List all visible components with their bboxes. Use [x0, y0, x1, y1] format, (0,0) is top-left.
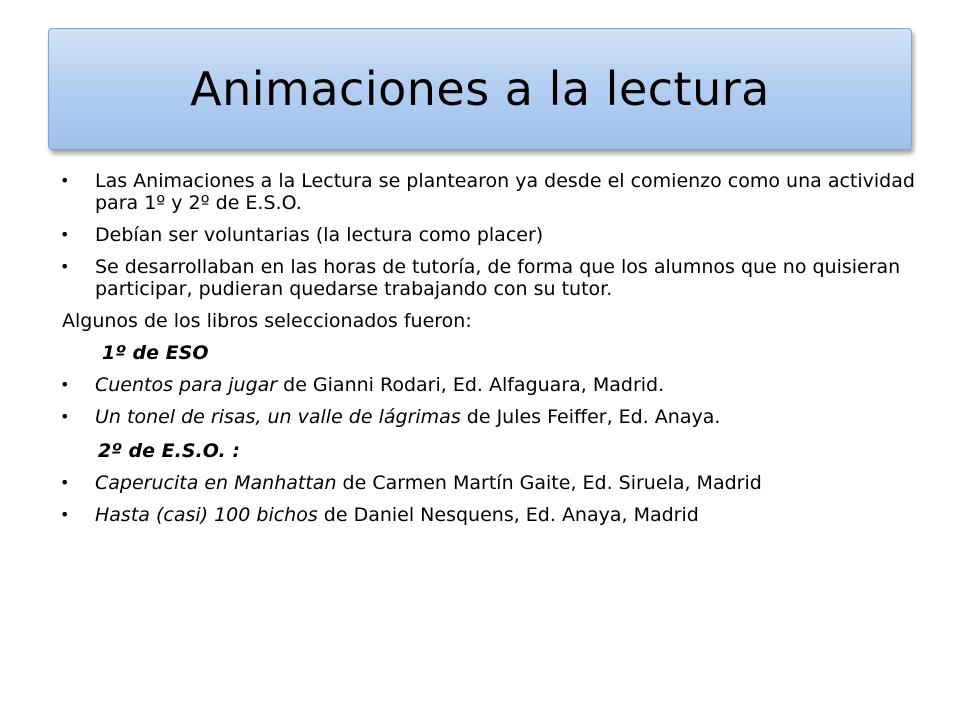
bullet-intro-1	[62, 170, 922, 214]
bullet-dot: •	[60, 171, 70, 190]
book-title: Cuentos para jugar	[95, 374, 278, 396]
bullet-intro-2	[62, 224, 922, 246]
slide-title: Animaciones a la lectura	[190, 62, 770, 116]
group1-heading: 1º de ESO	[102, 342, 209, 364]
bullet-text: Se desarrollaban en las horas de tutoría, de forma que los alumnos que no quisieran participar, pudieran quedarse trabajando con su tutor.	[95, 256, 901, 300]
bullet-intro-3	[62, 256, 922, 300]
book-title: Hasta (casi) 100 bichos	[95, 504, 318, 526]
book-item-1	[62, 374, 922, 396]
book-title: Un tonel de risas, un valle de lágrimas	[95, 406, 461, 428]
book-details: de Jules Feiffer, Ed. Anaya.	[460, 406, 721, 428]
books-intro: Algunos de los libros seleccionados fueron:	[62, 310, 472, 332]
title-box	[48, 28, 912, 150]
bullet-text: Las Animaciones a la Lectura se plantearon ya desde el comienzo como una actividad para 1º y 2º de E.S.O.	[95, 170, 915, 214]
book-details: de Carmen Martín Gaite, Ed. Siruela, Madrid	[336, 472, 762, 494]
bullet-dot: •	[60, 257, 70, 276]
book-item-3	[62, 472, 922, 494]
book-details: de Gianni Rodari, Ed. Alfaguara, Madrid.	[277, 374, 665, 396]
slide-body	[62, 170, 922, 526]
bullet-text: Debían ser voluntarias (la lectura como placer)	[95, 224, 544, 246]
bullet-dot: •	[60, 225, 70, 244]
bullet-dot: •	[60, 473, 70, 492]
bullet-dot: •	[60, 505, 70, 524]
book-item-2	[62, 406, 922, 428]
group2-heading: 2º de E.S.O. :	[98, 440, 240, 462]
book-title: Caperucita en Manhattan	[95, 472, 337, 494]
bullet-dot: •	[60, 375, 70, 394]
book-details: de Daniel Nesquens, Ed. Anaya, Madrid	[317, 504, 699, 526]
book-item-4	[62, 504, 922, 526]
bullet-dot: •	[60, 407, 70, 426]
